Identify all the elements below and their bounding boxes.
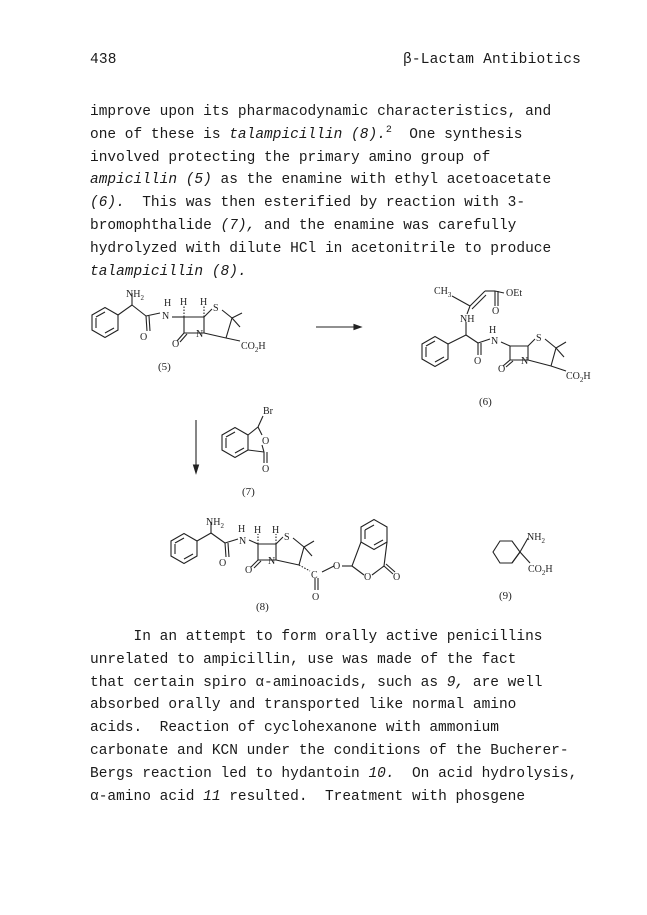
atom-n: N [196,329,204,340]
reaction-arrow-right [316,325,361,330]
atom-o: O [172,339,180,350]
compound-label-7: (7) [242,486,255,498]
atom-o: O [492,306,500,317]
text-line: involved protecting the primary amino group of [90,149,491,166]
atom-nh2: $NH_2$ [126,289,144,302]
text-line: that certain spiro α-aminoacids, such as 9, are well [90,674,543,691]
atom-o: O [219,558,227,569]
text-line: unrelated to ampicillin, use was made of the fact [90,651,517,668]
compound-label-5: (5) [158,361,171,373]
structure-compound-5 [92,289,266,373]
text-line: carbonate and KCN under the conditions of the Bucherer- [90,742,569,759]
citation-superscript: 2 [385,124,392,136]
text-line: improve upon its pharmacodynamic characteristics, and [90,104,552,120]
compound-ref-talampicillin: talampicillin (8). [90,263,247,280]
atom-h: H [254,525,262,536]
structure-compound-9 [493,532,553,602]
group-co2h: $CO_2H$ [241,341,266,354]
text-line: hydrolyzed with dilute HCl in acetonitrile to produce [90,240,552,257]
atom-h: H [489,325,497,336]
text-line: absorbed orally and transported like normal amino [90,697,517,714]
atom-o: O [262,464,270,475]
running-title: β-Lactam Antibiotics [402,52,581,68]
group-co2h: $CO_2H$ [566,371,591,384]
compound-label-6: (6) [479,396,492,408]
atom-n: N [239,536,247,547]
group-co2h: $CO_2H$ [528,564,553,577]
atom-n: N [268,556,276,567]
text-line: α-amino acid 11 resulted. Treatment with phosgene [90,788,526,805]
structure-compound-7 [222,406,274,498]
structure-compound-8 [171,517,400,613]
atom-n: N [162,311,170,322]
compound-ref-7: (7), [220,217,256,234]
compound-ref-talampicillin: talampicillin (8). [229,126,386,143]
page-number: 438 [90,52,117,68]
text-line: In an attempt to form orally active penicillins [90,629,543,645]
text-line: ampicillin (5) as the enamine with ethyl acetoacetate [90,172,552,189]
atom-h: H [164,298,172,309]
text-line: bromophthalide (7), and the enamine was carefully [90,217,517,234]
compound-label-8: (8) [256,601,269,613]
compound-ref-10: 10. [368,765,395,782]
atom-s: S [284,532,290,543]
atom-s: S [213,303,219,314]
text-line: one of these is talampicillin (8).$^2$ One synthesis [90,124,523,143]
compound-ref-11: 11 [203,788,221,805]
atom-o: O [474,356,482,367]
atom-o: O [333,561,341,572]
structure-compound-6 [422,286,591,408]
paragraph-spiro-aminoacids [90,626,590,808]
atom-o: O [262,436,270,447]
atom-h: H [272,525,280,536]
reaction-arrow-down [194,420,199,473]
atom-h: H [180,297,188,308]
group-nh2: $NH_2$ [527,532,545,545]
text-line: (6). This was then esterified by reaction with 3- [90,195,526,212]
text-line: acids. Reaction of cyclohexanone with ammonium [90,720,499,737]
text-line: Bergs reaction led to hydantoin 10. On acid hydrolysis, [90,765,578,782]
compound-ref-6: (6). [90,195,125,212]
atom-o: O [140,332,148,343]
group-nh: NH [460,314,475,325]
atom-nh2: $NH_2$ [206,517,224,530]
atom-br: Br [263,406,273,417]
atom-c: C [311,570,318,581]
compound-label-9: (9) [499,590,512,602]
group-ch3: $CH_3$ [434,286,452,299]
atom-o: O [245,565,253,576]
group-oet: OEt [506,288,523,299]
atom-o: O [364,572,372,583]
atom-o: O [393,572,401,583]
atom-h: H [238,524,246,535]
atom-h: H [200,297,208,308]
atom-o: O [498,364,506,375]
compound-ref-9: 9, [446,674,465,691]
atom-n: N [491,336,499,347]
atom-n: N [521,356,529,367]
atom-s: S [536,333,542,344]
atom-o: O [312,592,320,603]
compound-ref-ampicillin: ampicillin (5) [90,172,212,189]
